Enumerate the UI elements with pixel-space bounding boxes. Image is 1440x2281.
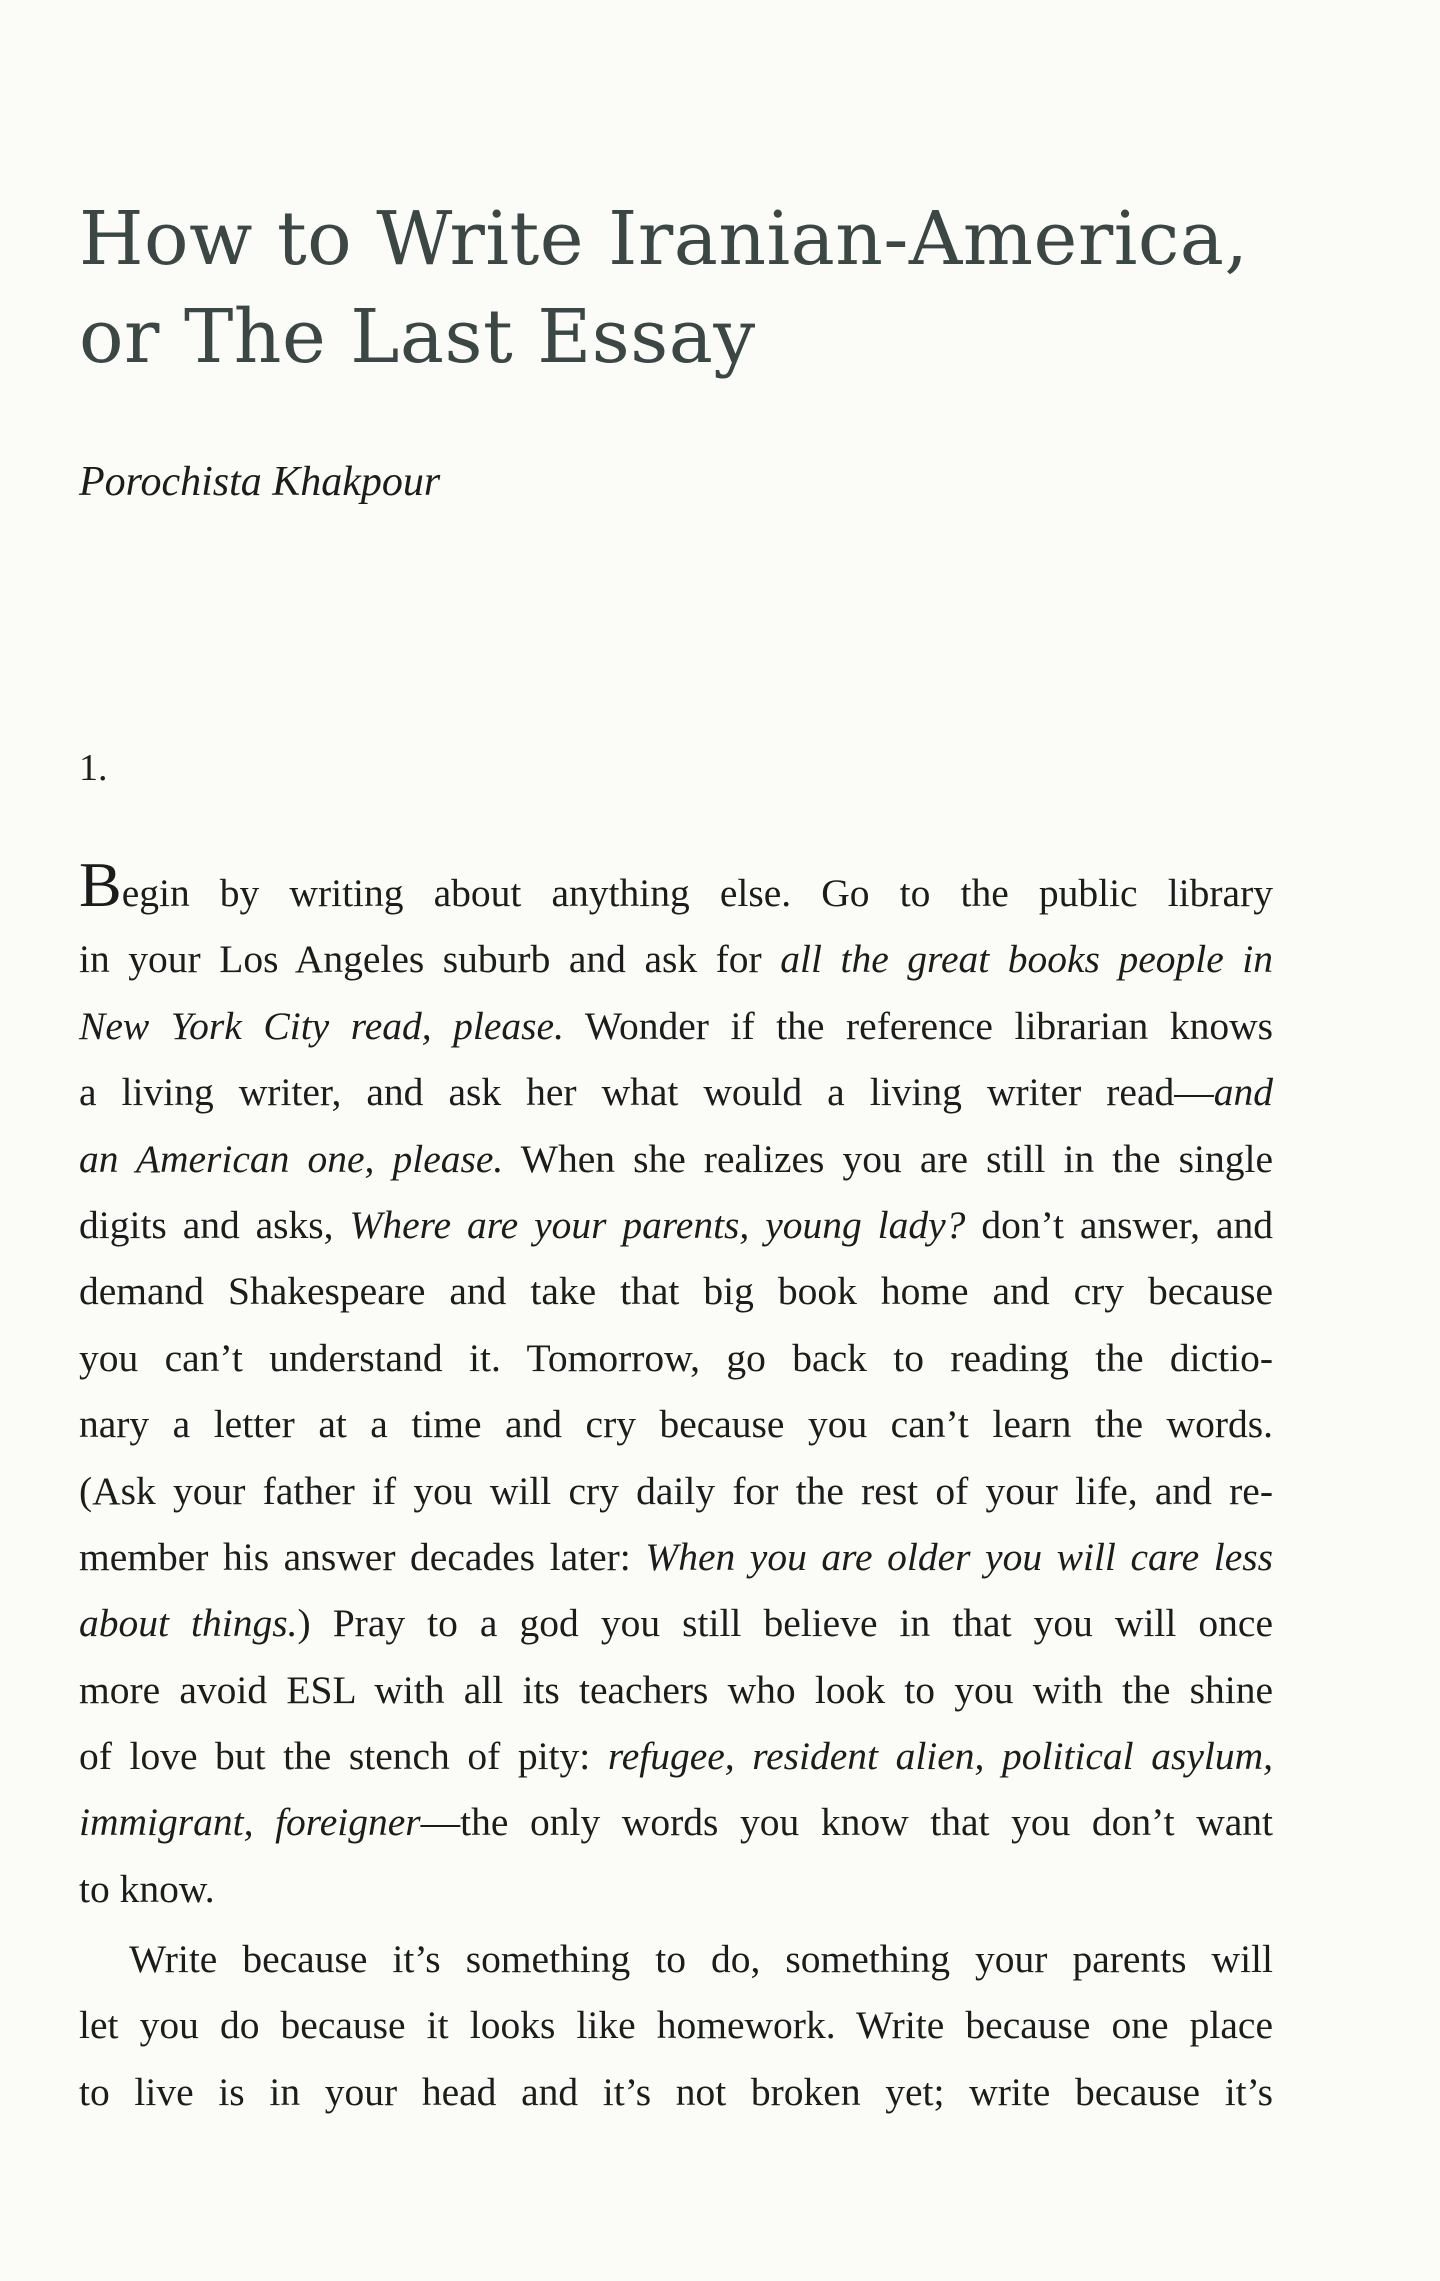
paragraph-1 <box>79 849 1273 1922</box>
text-run: ) Pray to a god you still believe in that you will once <box>297 1601 1273 1646</box>
text-run: —the only words you know that you don’t want <box>420 1800 1273 1845</box>
text-line <box>79 2059 1273 2125</box>
text-run: you can’t understand it. Tomorrow, go back to reading the dictio- <box>79 1335 1273 1380</box>
text-run: to live is in your head and it’s not broken yet; write because it’s <box>79 2069 1273 2114</box>
text-run: (Ask your father if you will cry daily for the rest of your life, and re- <box>79 1468 1273 1513</box>
text-line <box>79 849 1273 926</box>
text-line <box>79 1059 1273 1125</box>
text-run: don’t answer, and <box>965 1202 1273 1247</box>
text-run: to know. <box>79 1866 215 1911</box>
section-number: 1. <box>79 747 108 789</box>
italic-run: refugee, resident alien, political asylum, <box>607 1734 1273 1779</box>
text-line <box>79 1258 1273 1324</box>
italic-run: about things. <box>79 1601 298 1646</box>
text-run: in your Los Angeles suburb and ask for <box>79 937 781 982</box>
italic-run: all the great books people in <box>780 937 1273 982</box>
essay-title-line: How to Write Iranian-America, <box>79 196 1249 282</box>
italic-run: and <box>1213 1070 1273 1115</box>
text-line <box>79 1992 1273 2058</box>
text-line <box>79 1325 1273 1391</box>
text-line <box>79 993 1273 1059</box>
text-line <box>79 1789 1273 1855</box>
text-run: nary a letter at a time and cry because you can’t learn the words. <box>79 1402 1273 1447</box>
text-line <box>79 1192 1273 1258</box>
text-run: demand Shakespeare and take that big book home and cry because <box>79 1269 1273 1314</box>
text-run: When she realizes you are still in the single <box>503 1136 1273 1181</box>
text-line <box>79 926 1273 992</box>
text-run: member his answer decades later: <box>79 1534 646 1579</box>
text-line <box>79 1126 1273 1192</box>
italic-run: immigrant, foreigner <box>79 1800 421 1845</box>
text-line <box>79 1723 1273 1789</box>
text-run: of love but the stench of pity: <box>79 1734 608 1779</box>
text-run: more avoid ESL with all its teachers who look to you with the shine <box>79 1667 1273 1712</box>
text-run: digits and asks, <box>79 1202 350 1247</box>
text-line <box>79 1657 1273 1723</box>
essay-title <box>79 190 1319 386</box>
italic-run: Where are your parents, young lady? <box>349 1202 966 1247</box>
text-line <box>79 1458 1273 1524</box>
text-run: let you do because it looks like homework. Write because one place <box>79 2003 1273 2048</box>
text-line <box>79 1590 1273 1656</box>
text-line <box>79 1926 1273 1992</box>
italic-run: an American one, please. <box>79 1136 504 1181</box>
essay-title-line: or The Last Essay <box>79 294 756 380</box>
italic-run: New York City read, please. <box>79 1003 564 1048</box>
essay-author: Porochista Khakpour <box>79 459 441 505</box>
text-line <box>79 1524 1273 1590</box>
text-run: a living writer, and ask her what would a living writer read— <box>79 1070 1214 1115</box>
text-line <box>79 1391 1273 1457</box>
drop-cap: B <box>79 849 122 920</box>
text-run: Wonder if the reference librarian knows <box>563 1003 1273 1048</box>
text-run: egin by writing about anything else. Go to the public library <box>121 871 1273 915</box>
text-line <box>79 1856 1273 1922</box>
paragraph-2 <box>79 1926 1273 2125</box>
text-run: Write because it’s something to do, something your parents will <box>129 1937 1273 1981</box>
italic-run: When you are older you will care less <box>645 1534 1273 1579</box>
